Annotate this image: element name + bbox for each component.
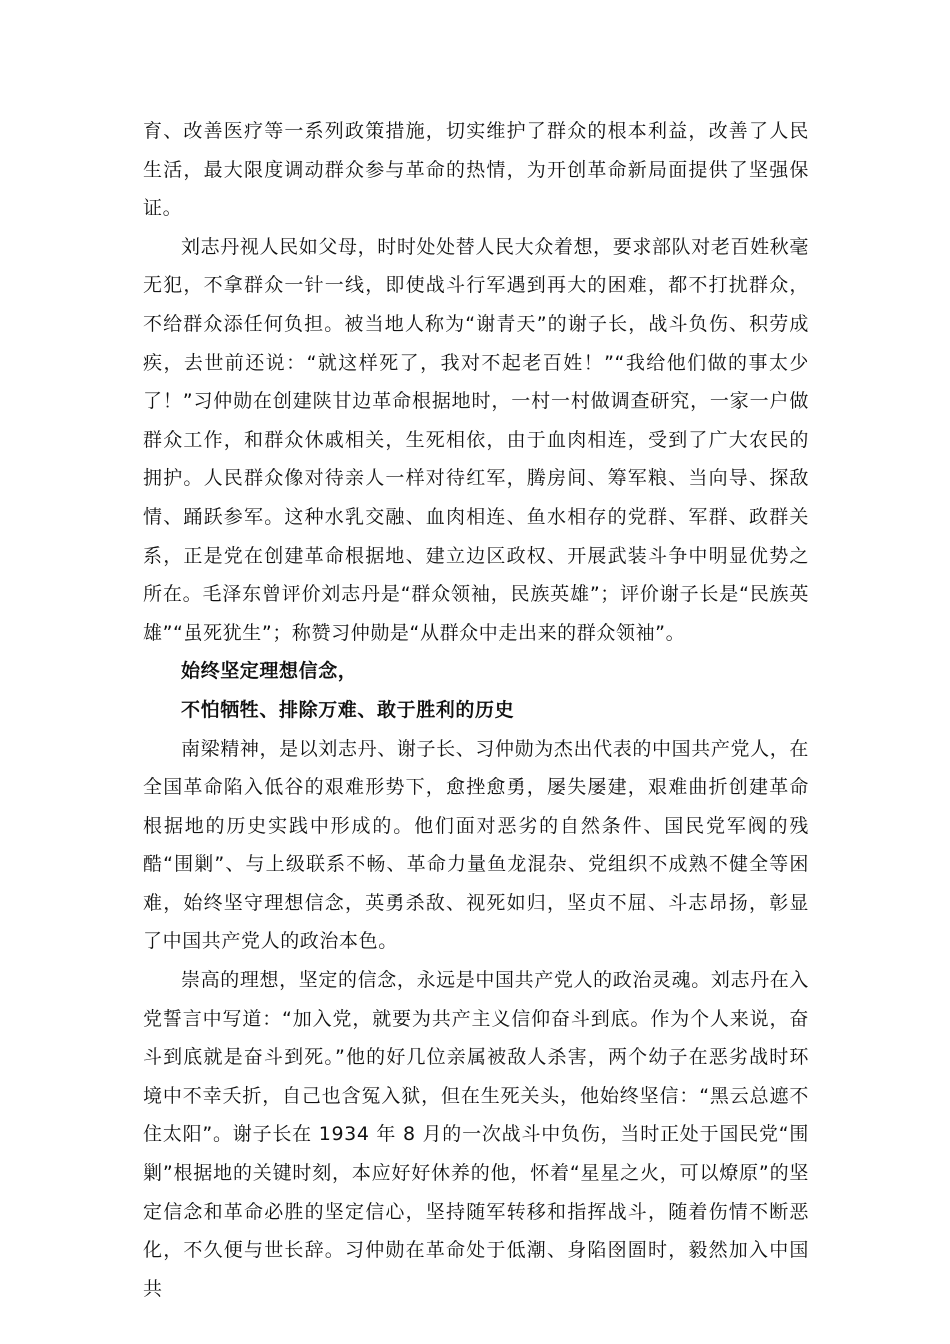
body-paragraph-1: 育、改善医疗等一系列政策措施，切实维护了群众的根本利益，改善了人民生活，最大限度调动群众参与革命的热情，为开创革命新局面提供了坚强保证。 <box>143 120 809 220</box>
body-paragraph-4: 崇高的理想，坚定的信念，永远是中国共产党人的政治灵魂。刘志丹在入党誓言中写道：“加入党，就要为共产主义信仰奋斗到底。作为个人来说，奋斗到底就是奋斗到死。”他的好几位亲属被敌人杀害，两个幼子在恶劣战时环境中不幸夭折，自己也含冤入狱，但在生死关头，他始终坚信：“黑云总遮不住太阳”。谢子长在 1934 年 8 月的一次战斗中负伤，当时正处于国民党“围剿”根据地的关键时刻，本应好好休养的他，怀着“星星之火，可以燎原”的坚定信念和革命必胜的坚定信心，坚持随军转移和指挥战斗，随着伤情不断恶化，不久便与世长辞。习仲勋在革命处于低潮、身陷囹圄时，毅然加入中国共 <box>143 969 809 1300</box>
document-page <box>143 112 809 1308</box>
section-heading-line-2: 不怕牺牲、排除万难、敢于胜利的历史 <box>181 698 515 721</box>
body-paragraph-3: 南梁精神，是以刘志丹、谢子长、习仲勋为杰出代表的中国共产党人，在全国革命陷入低谷的艰难形势下，愈挫愈勇，屡失屡建，艰难曲折创建革命根据地的历史实践中形成的。他们面对恶劣的自然条件、国民党军阀的残酷“围剿”、与上级联系不畅、革命力量鱼龙混杂、党组织不成熟不健全等困难，始终坚守理想信念，英勇杀敌、视死如归，坚贞不屈、斗志昂扬，彰显了中国共产党人的政治本色。 <box>143 737 809 953</box>
body-paragraph-2: 刘志丹视人民如父母，时时处处替人民大众着想，要求部队对老百姓秋毫无犯，不拿群众一针一线，即使战斗行军遇到再大的困难，都不打扰群众，不给群众添任何负担。被当地人称为“谢青天”的谢子长，战斗负伤、积劳成疾，去世前还说：“就这样死了，我对不起老百姓！”“我给他们做的事太少了！”习仲勋在创建陕甘边革命根据地时，一村一村做调查研究，一家一户做群众工作，和群众休戚相关，生死相依，由于血肉相连，受到了广大农民的拥护。人民群众像对待亲人一样对待红军，腾房间、筹军粮、当向导、探敌情、踊跃参军。这种水乳交融、血肉相连、鱼水相存的党群、军群、政群关系，正是党在创建革命根据地、建立边区政权、开展武装斗争中明显优势之所在。毛泽东曾评价刘志丹是“群众领袖，民族英雄”；评价谢子长是“民族英雄”“虽死犹生”；称赞习仲勋是“从群众中走出来的群众领袖”。 <box>143 235 809 644</box>
section-heading-line-1: 始终坚定理想信念， <box>181 660 358 683</box>
